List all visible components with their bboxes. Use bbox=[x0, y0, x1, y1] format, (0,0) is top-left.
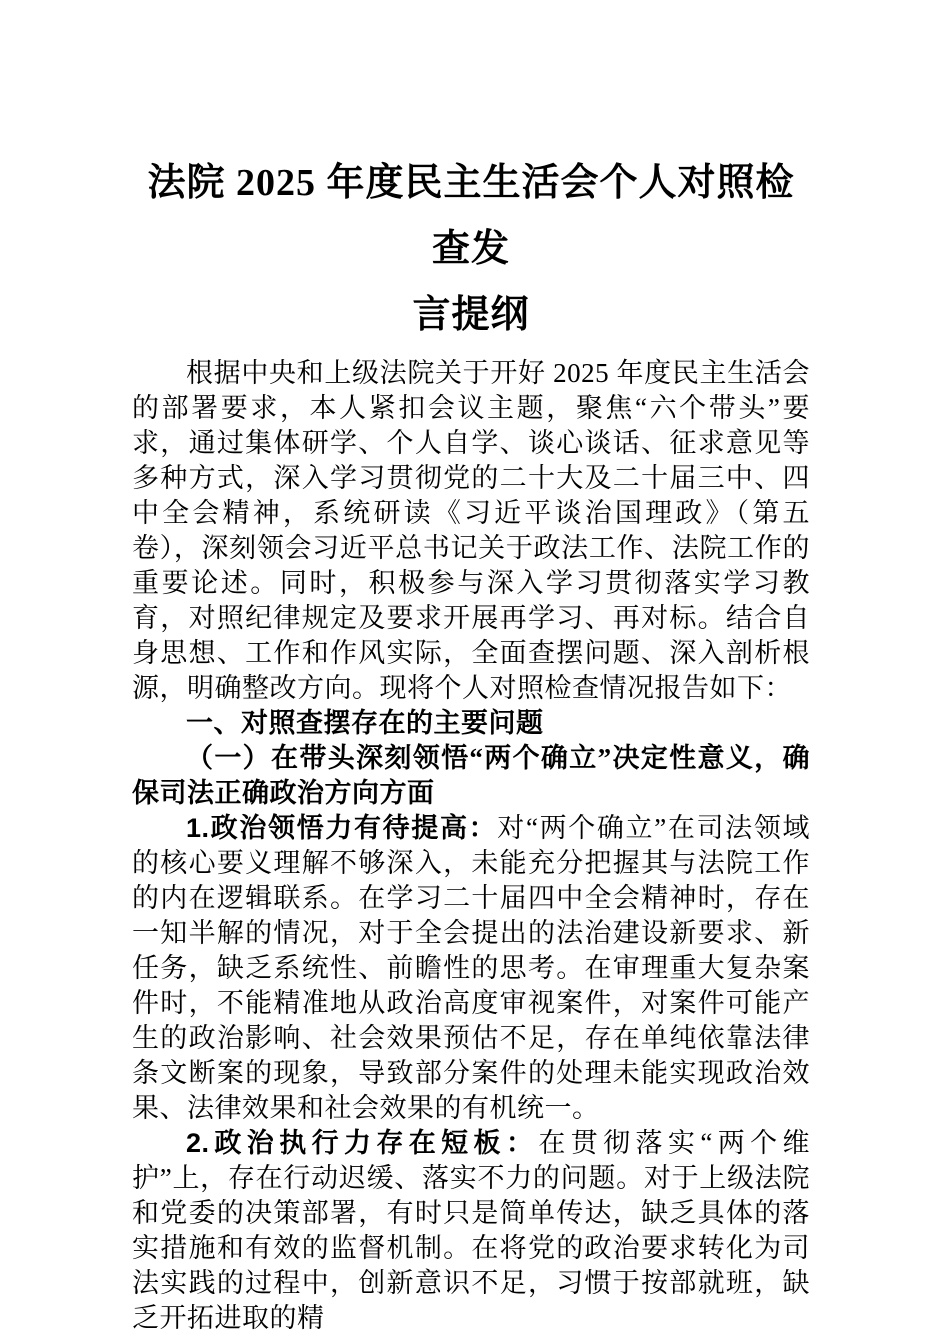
document-title-line-1: 法院 2025 年度民主生活会个人对照检查发 bbox=[147, 162, 795, 270]
item-1-lead: 1.政治领悟力有待提高： bbox=[186, 813, 498, 843]
intro-paragraph: 根据中央和上级法院关于开好 2025 年度民主生活会的部署要求，本人紧扣会议主题，聚焦“六个带头”要求，通过集体研学、个人自学、谈心谈话、征求意见等多种方式，深入学习贯彻党的二十大及二十届三中、四中全会精神，系统研读《习近平谈治国理政》（第五卷），深刻领会习近平总书记关于政法工作、法院工作的重要论述。同时，积极参与深入学习贯彻落实学习教育，对照纪律规定及要求开展再学习、再对标。结合自身思想、工作和作风实际，全面查摆问题、深入剖析根源，明确整改方向。现将个人对照检查情况报告如下： bbox=[132, 358, 810, 703]
section-1-heading: 一、对照查摆存在的主要问题 bbox=[186, 708, 544, 738]
document-title bbox=[132, 150, 810, 348]
item-2-lead: 2.政治执行力存在短板： bbox=[186, 1128, 539, 1158]
item-2-paragraph bbox=[132, 1126, 810, 1336]
document-title-line-2: 言提纲 bbox=[412, 294, 530, 336]
item-1-body: 对“两个确立”在司法领域的核心要义理解不够深入，未能充分把握其与法院工作的内在逻辑联系。在学习二十届四中全会精神时，存在一知半解的情况，对于全会提出的法治建设新要求、新任务，缺乏系统性、前瞻性的思考。在审理重大复杂案件时，不能精准地从政治高度审视案件，对案件可能产生的政治影响、社会效果预估不足，存在单纯依靠法律条文断案的现象，导致部分案件的处理未能实现政治效果、法律效果和社会效果的有机统一。 bbox=[132, 813, 810, 1123]
item-2-body: 在贯彻落实“两个维护”上，存在行动迟缓、落实不力的问题。对于上级法院和党委的决策部署，有时只是简单传达，缺乏具体的落实措施和有效的监督机制。在将党的政治要求转化为司法实践的过程中，创新意识不足，习惯于按部就班，缺乏开拓进取的精 bbox=[132, 1128, 810, 1333]
subsection-1-1-heading: （一）在带头深刻领悟“两个确立”决定性意义，确保司法正确政治方向方面 bbox=[132, 743, 810, 808]
item-1-paragraph bbox=[132, 811, 810, 1126]
